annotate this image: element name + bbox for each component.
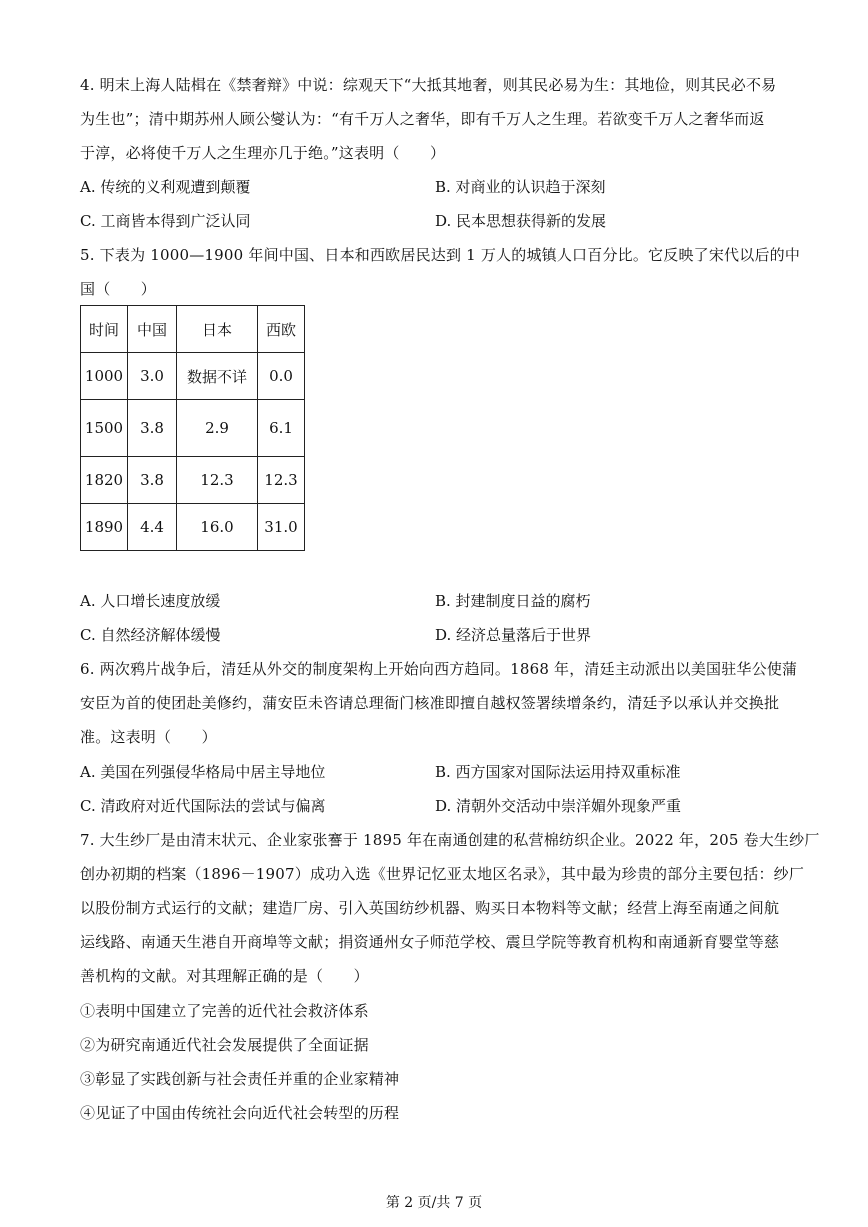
table-cell: 1000 [81, 353, 128, 400]
q4-option-d: D. 民本思想获得新的发展 [435, 212, 607, 230]
q4-stem-line-3: 于淳，必将使千万人之生理亦几于绝。”这表明（ ） [80, 144, 446, 162]
q4-stem-line-1: 4. 明末上海人陆楫在《禁奢辩》中说：综观天下“大抵其地奢，则其民必易为生：其地俭，则其民必不易 [80, 76, 777, 94]
q4-option-b: B. 对商业的认识趋于深刻 [435, 178, 606, 196]
q5-option-a: A. 人口增长速度放缓 [80, 592, 221, 610]
q7-stem-line-2: 创办初期的档案（1896－1907）成功入选《世界记忆亚太地区名录》，其中最为珍贵的部分主要包括：纱厂 [80, 865, 805, 883]
table-cell: 12.3 [258, 457, 305, 504]
q5-stem-line-1: 5. 下表为 1000—1900 年间中国、日本和西欧居民达到 1 万人的城镇人口百分比。它反映了宋代以后的中 [80, 246, 801, 264]
q5-option-c: C. 自然经济解体缓慢 [80, 626, 221, 644]
table-cell: 1820 [81, 457, 128, 504]
q6-option-b: B. 西方国家对国际法运用持双重标准 [435, 763, 681, 781]
q4-option-a: A. 传统的义利观遭到颠覆 [80, 178, 251, 196]
q7-stem-line-3: 以股份制方式运行的文献；建造厂房、引入英国纺纱机器、购买日本物料等文献；经营上海至南通之间航 [80, 899, 780, 917]
table-cell: 6.1 [258, 400, 305, 457]
page-number: 第 2 页/共 7 页 [385, 1195, 483, 1211]
table-cell: 31.0 [258, 504, 305, 551]
table-row [81, 457, 305, 504]
table-cell: 1500 [81, 400, 128, 457]
q7-item-1: ①表明中国建立了完善的近代社会救济体系 [80, 1002, 369, 1020]
q7-stem-line-5: 善机构的文献。对其理解正确的是（ ） [80, 967, 369, 985]
q4-option-c: C. 工商皆本得到广泛认同 [80, 212, 251, 230]
q4-stem-line-2: 为生也”；清中期苏州人顾公燮认为：“有千万人之奢华，即有千万人之生理。若欲变千万人之奢华而返 [80, 110, 765, 128]
table-row [81, 504, 305, 551]
population-table [80, 305, 305, 551]
q7-stem-line-1: 7. 大生纱厂是由清末状元、企业家张謇于 1895 年在南通创建的私营棉纺织企业。2022 年，205 卷大生纱厂 [80, 831, 820, 849]
table-cell: 12.3 [177, 457, 258, 504]
q7-item-3: ③彰显了实践创新与社会责任并重的企业家精神 [80, 1070, 400, 1088]
header-cell: 中国 [128, 306, 177, 353]
table-cell: 0.0 [258, 353, 305, 400]
table-cell: 16.0 [177, 504, 258, 551]
q7-stem-line-4: 运线路、南通天生港自开商埠等文献；捐资通州女子师范学校、震旦学院等教育机构和南通新育婴堂等慈 [80, 933, 780, 951]
q6-option-a: A. 美国在列强侵华格局中居主导地位 [80, 763, 326, 781]
q5-option-d: D. 经济总量落后于世界 [435, 626, 592, 644]
q7-item-2: ②为研究南通近代社会发展提供了全面证据 [80, 1036, 369, 1054]
header-cell: 日本 [177, 306, 258, 353]
table-cell: 数据不详 [177, 353, 258, 400]
header-cell: 时间 [81, 306, 128, 353]
q6-stem-line-1: 6. 两次鸦片战争后，清廷从外交的制度架构上开始向西方趋同。1868 年，清廷主动派出以美国驻华公使蒲 [80, 660, 798, 678]
table-cell: 1890 [81, 504, 128, 551]
table-cell: 4.4 [128, 504, 177, 551]
table-cell: 3.8 [128, 457, 177, 504]
q5-stem-line-2: 国（ ） [80, 280, 157, 298]
table-cell: 3.8 [128, 400, 177, 457]
q6-option-c: C. 清政府对近代国际法的尝试与偏离 [80, 797, 326, 815]
table-row [81, 400, 305, 457]
table-header-row [81, 306, 305, 353]
table-row [81, 353, 305, 400]
q6-stem-line-2: 安臣为首的使团赴美修约，蒲安臣未咨请总理衙门核准即擅自越权签署续增条约，清廷予以承认并交换批 [80, 694, 780, 712]
table-cell: 3.0 [128, 353, 177, 400]
q5-option-b: B. 封建制度日益的腐朽 [435, 592, 591, 610]
table-cell: 2.9 [177, 400, 258, 457]
q7-item-4: ④见证了中国由传统社会向近代社会转型的历程 [80, 1104, 400, 1122]
header-cell: 西欧 [258, 306, 305, 353]
q6-stem-line-3: 准。这表明（ ） [80, 728, 217, 746]
q6-option-d: D. 清朝外交活动中崇洋媚外现象严重 [435, 797, 682, 815]
